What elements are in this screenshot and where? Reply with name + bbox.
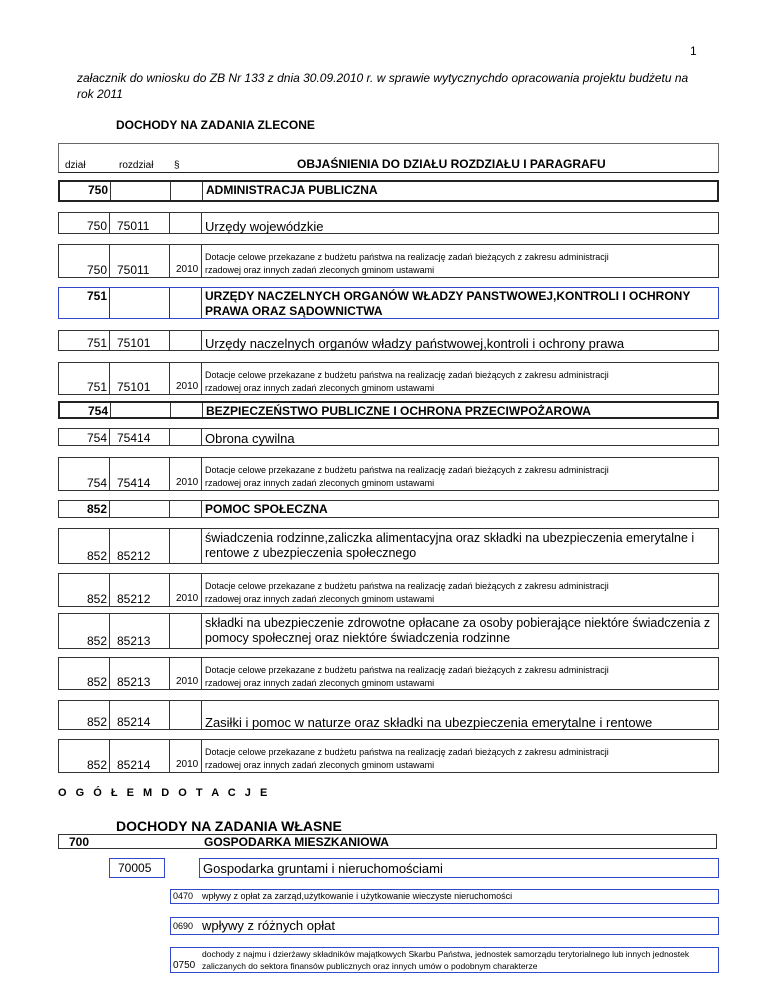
own-item-0470 [170, 889, 719, 904]
column-divider [110, 403, 111, 417]
section-heading: POMOC SPOŁECZNA [205, 502, 328, 516]
table-row [58, 401, 719, 419]
column-divider [201, 529, 202, 563]
column-divider [169, 429, 170, 445]
own-rozdzial-title: Gospodarka gruntami i nieruchomościami [203, 861, 443, 876]
item-text: wpływy z różnych opłat [202, 918, 335, 933]
row-description: Dotacje celowe przekazane z budżetu państwa na realizację zadań bieżących z zakresu administracji rzadowej oraz innych zadań zleconych gminom ustawami [205, 252, 609, 275]
paragraph-code: 2010 [176, 477, 199, 488]
table-row [58, 330, 719, 351]
column-divider [169, 288, 170, 318]
item-text: dochody z najmu i dzierżawy składników majątkowych Skarbu Państwa, jednostek samorządu terytorialnego lub innych jednostek zaliczanych do sektora finansów publicznych oraz innych umów o podobnym charakterze [202, 949, 690, 971]
column-divider [170, 182, 171, 200]
section-heading: URZĘDY NACZELNYCH ORGANÓW WŁADZY PANSTWOWEJ,KONTROLI I OCHRONY PRAWA ORAZ SĄDOWNICTWA [205, 289, 691, 318]
column-divider [109, 701, 110, 729]
dzial-code: 754 [88, 404, 109, 418]
row-description: Obrona cywilna [205, 431, 295, 446]
table-row [58, 362, 719, 395]
rozdzial-code: 75011 [117, 263, 150, 277]
rozdzial-code: 75101 [117, 336, 151, 350]
paragraph-code: 2010 [176, 759, 199, 770]
rozdzial-code: 85212 [117, 592, 151, 606]
column-divider [109, 363, 110, 394]
own-rozdzial-box [109, 858, 165, 878]
column-divider [169, 658, 170, 689]
table-row [58, 428, 719, 446]
column-divider [169, 501, 170, 517]
dzial-code: 750 [87, 219, 108, 233]
column-divider [201, 501, 202, 517]
table-row [58, 528, 719, 564]
dzial-code: 754 [87, 431, 108, 445]
dzial-code: 751 [87, 289, 108, 303]
paragraph-code: 2010 [176, 593, 199, 604]
column-divider [109, 574, 110, 606]
dzial-code: 751 [87, 380, 108, 394]
dzial-code: 852 [87, 675, 108, 689]
row-description: świadczenia rodzinne,zaliczka alimentacyjna oraz składki na ubezpieczenia emerytalne i rentowe z ubezpieczenia społecznego [205, 531, 695, 560]
column-divider [201, 363, 202, 394]
rozdzial-code: 85214 [117, 715, 151, 729]
header-rozdzial: rozdział [119, 160, 154, 171]
column-divider [201, 288, 202, 318]
column-divider [202, 403, 203, 417]
rozdzial-code: 85212 [117, 549, 151, 563]
dzial-code: 751 [87, 336, 108, 350]
row-description: Urzędy naczelnych organów władzy państwowej,kontroli i ochrony prawa [205, 336, 625, 351]
table-row [58, 244, 719, 278]
table-row [58, 212, 719, 234]
rozdzial-code: 75101 [117, 380, 151, 394]
table-row [58, 739, 719, 773]
column-divider [109, 288, 110, 318]
rozdzial-code: 85213 [117, 675, 151, 689]
dzial-code: 852 [87, 715, 108, 729]
table-row [58, 287, 719, 319]
table-row [58, 573, 719, 607]
table-row [58, 700, 719, 730]
header-explanations: OBJAŚNIENIA DO DZIAŁU ROZDZIAŁU I PARAGRAFU [297, 157, 606, 171]
column-divider [169, 363, 170, 394]
column-divider [201, 213, 202, 233]
own-item-0750 [170, 947, 719, 973]
column-divider [169, 458, 170, 490]
column-divider [109, 331, 110, 350]
rozdzial-code: 85214 [117, 758, 151, 772]
column-divider [169, 245, 170, 277]
row-description: Dotacje celowe przekazane z budżetu państwa na realizację zadań bieżących z zakresu administracji rzadowej oraz innych zadań zleconych gminom ustawami [205, 581, 609, 604]
column-divider [169, 614, 170, 648]
column-divider [110, 182, 111, 200]
own-item-0690 [170, 917, 719, 935]
column-divider [201, 740, 202, 772]
table-row [58, 457, 719, 491]
table-row [58, 500, 719, 518]
column-divider [109, 458, 110, 490]
row-description: Dotacje celowe przekazane z budżetu państwa na realizację zadań bieżących z zakresu administracji rzadowej oraz innych zadań zleconych gminom ustawami [205, 747, 609, 770]
section-title-commissioned: DOCHODY NA ZADANIA ZLECONE [116, 118, 315, 132]
document-note: załacznik do wniosku do ZB Nr 133 z dnia 30.09.2010 r. w sprawie wytycznychdo opracowania projektu budżetu na rok 2011 [77, 71, 689, 101]
column-divider [169, 740, 170, 772]
column-divider [169, 213, 170, 233]
column-divider [169, 701, 170, 729]
table-header [58, 143, 719, 173]
column-divider [109, 245, 110, 277]
own-dzial-title: GOSPODARKA MIESZKANIOWA [204, 835, 389, 849]
column-divider [109, 213, 110, 233]
row-description: Dotacje celowe przekazane z budżetu państwa na realizację zadań bieżących z zakresu administracji rzadowej oraz innych zadań zleconych gminom ustawami [205, 665, 609, 688]
column-divider [169, 529, 170, 563]
column-divider [201, 701, 202, 729]
own-dzial-row [58, 834, 717, 849]
row-description: składki na ubezpieczenie zdrowotne opłacane za osoby pobierające niektóre świadczenia z pomocy społecznej oraz niektóre świadczenia rodzinne [205, 616, 711, 645]
total-label: O G Ó Ł E M D O T A C J E [58, 787, 271, 799]
column-divider [109, 501, 110, 517]
own-dzial-code: 700 [69, 835, 90, 849]
table-row [58, 180, 719, 202]
column-divider [169, 331, 170, 350]
dzial-code: 852 [87, 502, 108, 516]
column-divider [109, 740, 110, 772]
column-divider [201, 574, 202, 606]
column-divider [169, 574, 170, 606]
rozdzial-code: 75011 [117, 219, 150, 233]
row-description: Zasiłki i pomoc w naturze oraz składki na ubezpieczenia emerytalne i rentowe [205, 715, 653, 730]
dzial-code: 852 [87, 592, 108, 606]
own-rozdzial-desc [199, 858, 719, 878]
column-divider [109, 614, 110, 648]
dzial-code: 852 [87, 634, 108, 648]
dzial-code: 750 [87, 263, 108, 277]
dzial-code: 852 [87, 549, 108, 563]
dzial-code: 754 [87, 476, 108, 490]
column-divider [202, 182, 203, 200]
column-divider [201, 614, 202, 648]
table-row [58, 657, 719, 690]
section-heading: ADMINISTRACJA PUBLICZNA [206, 183, 378, 197]
column-divider [201, 458, 202, 490]
item-text: wpływy z opłat za zarząd,użytkowanie i użytkowanie wieczyste nieruchomości [202, 891, 513, 901]
rozdzial-code: 75414 [117, 476, 151, 490]
own-rozdzial-code: 70005 [118, 861, 152, 875]
paragraph-code: 2010 [176, 676, 199, 687]
table-row [58, 613, 719, 649]
dzial-code: 750 [88, 183, 109, 197]
column-divider [201, 245, 202, 277]
column-divider [109, 658, 110, 689]
rozdzial-code: 85213 [117, 634, 151, 648]
dzial-code: 852 [87, 758, 108, 772]
column-divider [201, 429, 202, 445]
column-divider [109, 529, 110, 563]
column-divider [201, 658, 202, 689]
item-paragraph: 0750 [173, 960, 196, 971]
paragraph-code: 2010 [176, 264, 199, 275]
row-description: Dotacje celowe przekazane z budżetu państwa na realizację zadań bieżących z zakresu administracji rzadowej oraz innych zadań zleconych gminom ustawami [205, 465, 609, 488]
column-divider [109, 429, 110, 445]
row-description: Urzędy wojewódzkie [205, 219, 324, 234]
item-paragraph: 0470 [173, 891, 194, 901]
section-title-own: DOCHODY NA ZADANIA WŁASNE [116, 818, 342, 834]
page-number: 1 [690, 44, 697, 58]
header-paragraph: § [174, 160, 180, 171]
item-paragraph: 0690 [173, 921, 194, 931]
header-dzial: dział [65, 160, 86, 171]
column-divider [170, 403, 171, 417]
paragraph-code: 2010 [176, 381, 199, 392]
column-divider [201, 331, 202, 350]
section-heading: BEZPIECZEŃSTWO PUBLICZNE I OCHRONA PRZECIWPOŻAROWA [206, 404, 591, 418]
row-description: Dotacje celowe przekazane z budżetu państwa na realizację zadań bieżących z zakresu administracji rzadowej oraz innych zadań zleconych gminom ustawami [205, 370, 609, 393]
rozdzial-code: 75414 [117, 431, 151, 445]
